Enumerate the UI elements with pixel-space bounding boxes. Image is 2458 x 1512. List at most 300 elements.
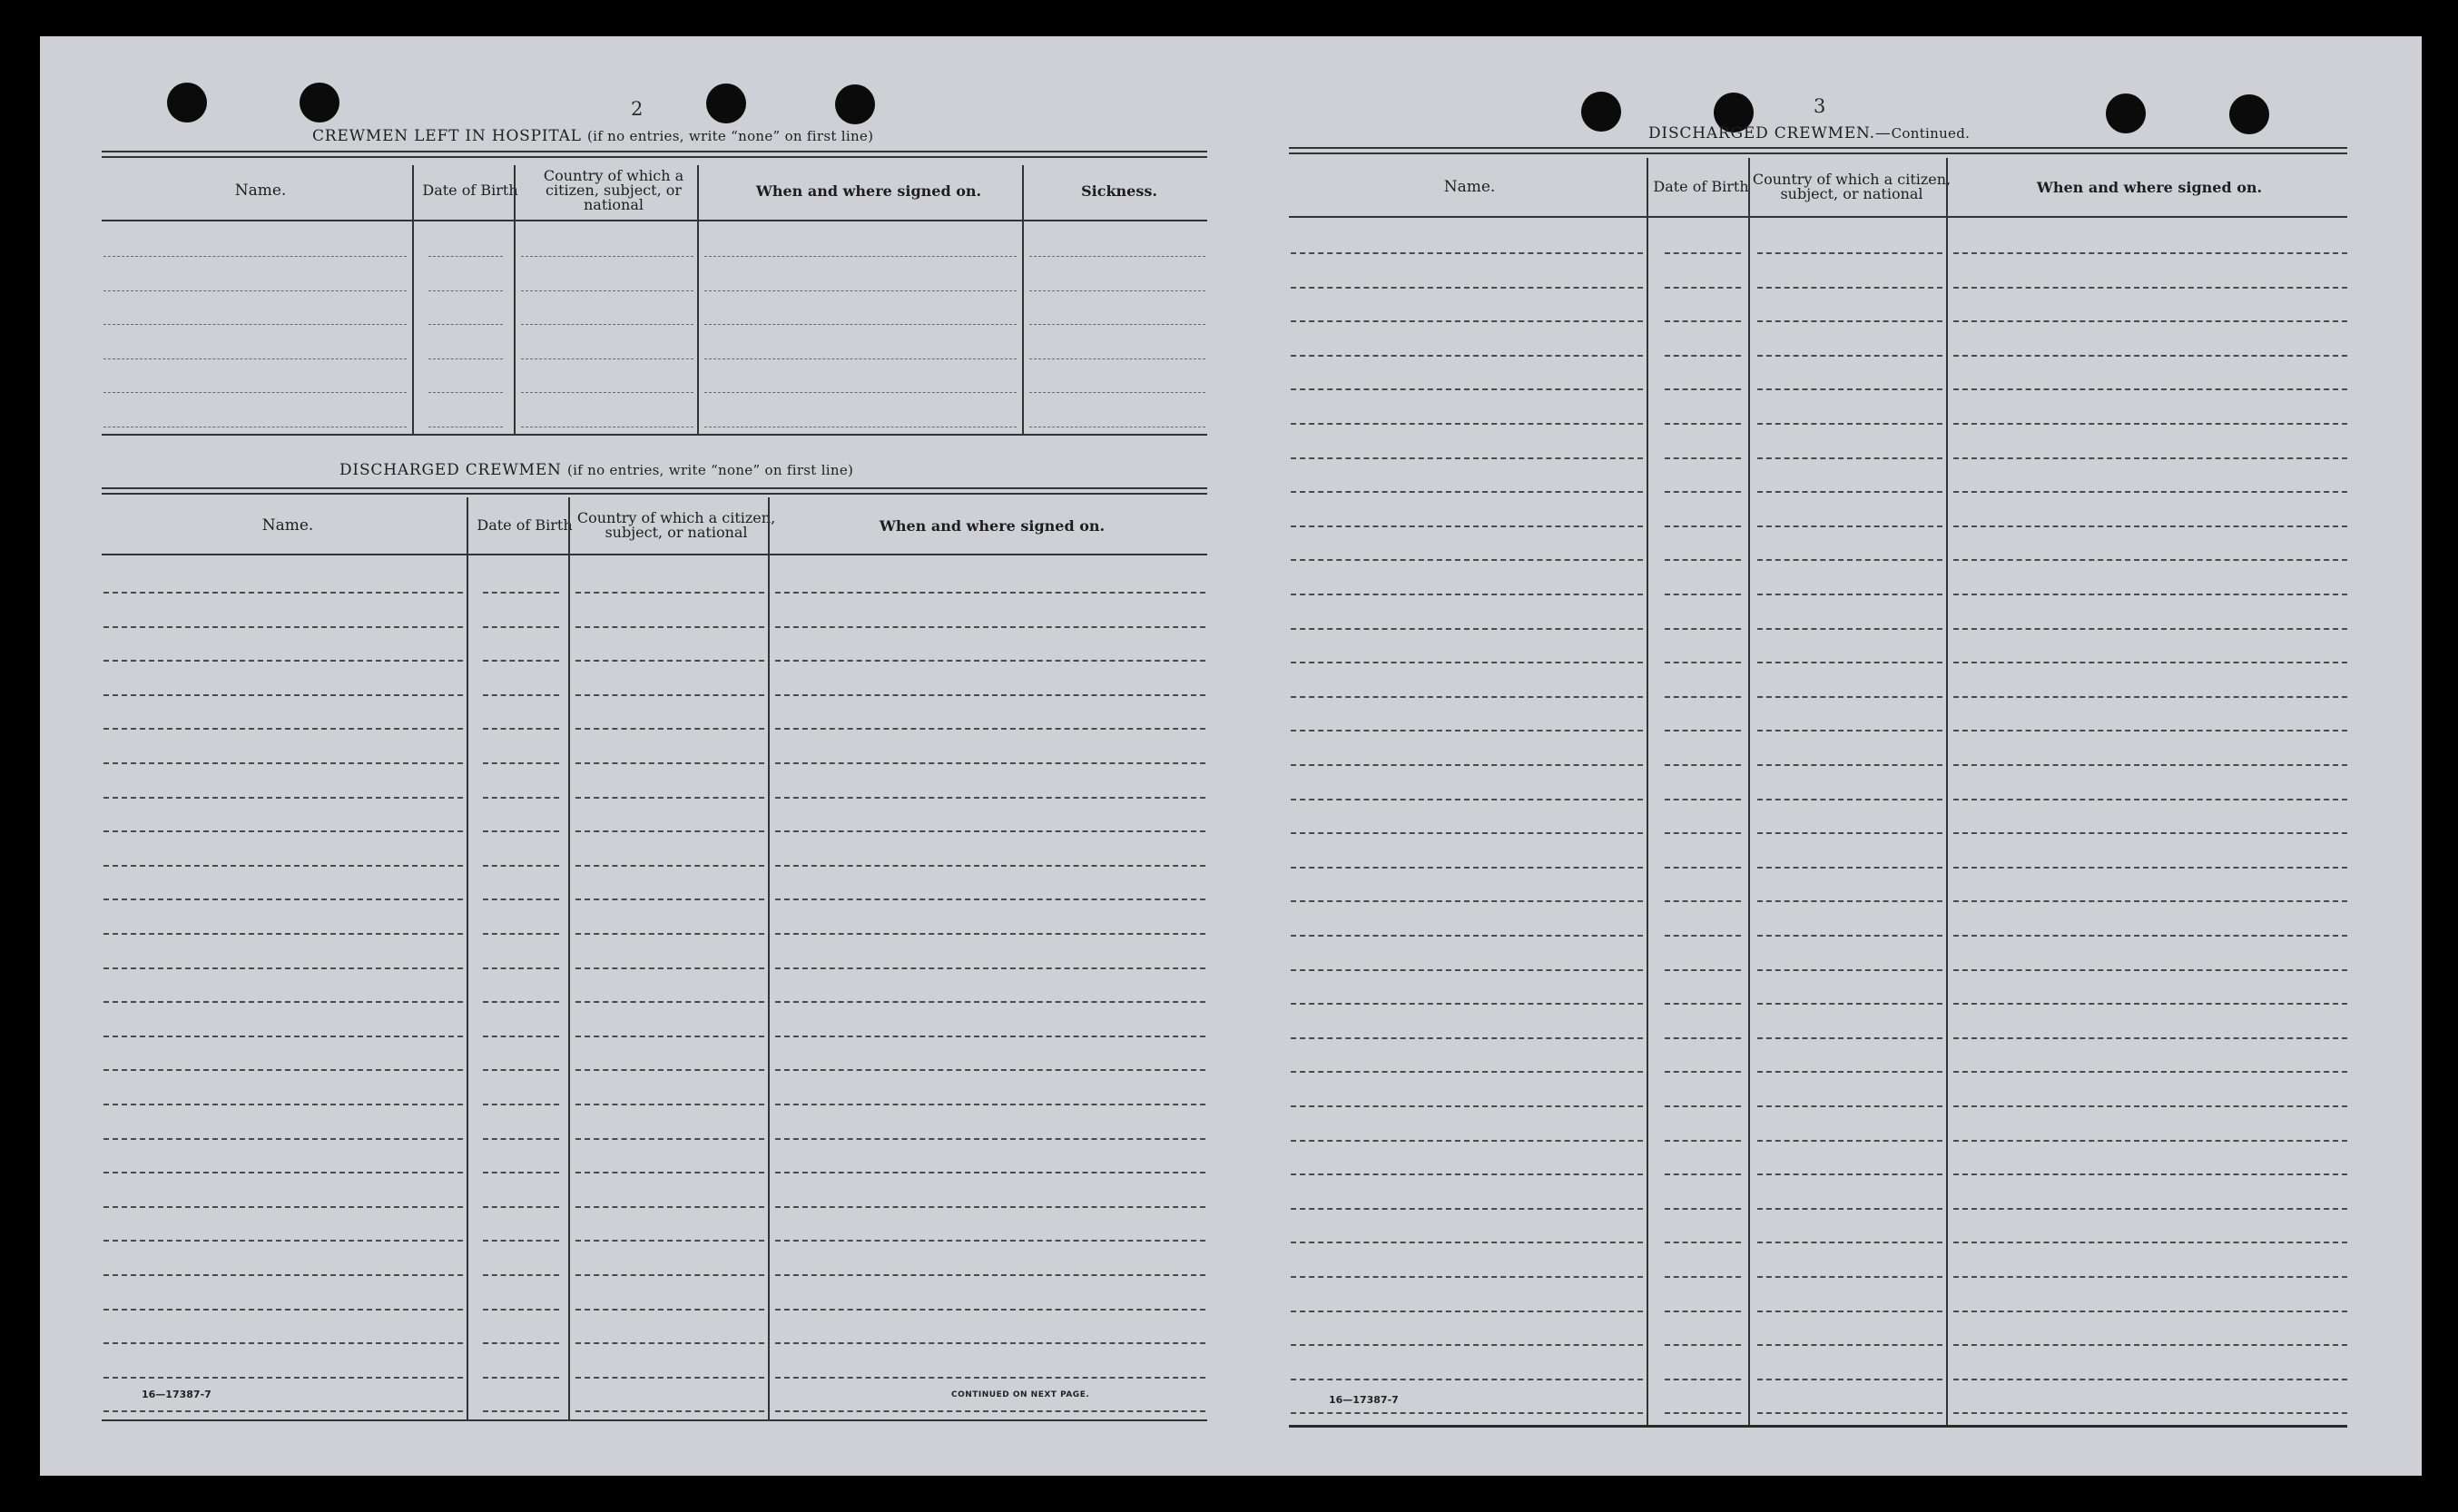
entry-line [1757,559,1942,561]
entry-line [483,626,559,628]
entry-line [1665,799,1741,800]
entry-line [103,592,463,594]
entry-line [483,1069,559,1071]
entry-line [1665,1208,1741,1210]
entry-line [775,1104,1205,1105]
entry-line [1665,935,1741,937]
entry-line [1291,287,1643,289]
entry-line [428,256,503,257]
punch-hole [300,83,339,123]
continued-col-name: Name. [1443,177,1496,196]
entry-line [1757,1173,1942,1175]
entry-line [575,1138,764,1140]
entry-line [575,694,764,696]
entry-line [103,1172,463,1173]
entry-line [1757,1105,1942,1107]
entry-line [1665,662,1741,663]
entry-line [1953,867,2347,869]
entry-line [1291,252,1643,254]
entry-line [103,1410,463,1412]
entry-line [103,1240,463,1242]
entry-line [1757,287,1942,289]
entry-line [1029,324,1205,325]
entry-line [1953,969,2347,971]
entry-line [1291,764,1643,766]
entry-line [1953,1344,2347,1346]
entry-line [1953,1208,2347,1210]
entry-line [775,967,1205,969]
entry-line [1665,594,1741,595]
entry-line [1953,525,2347,527]
form-number: 16—17387-7 [142,1389,211,1400]
entry-line [775,933,1205,935]
entry-line [1953,1276,2347,1278]
entry-line [1291,1037,1643,1039]
entry-line [775,898,1205,900]
discharged-title-text: DISCHARGED CREWMEN [339,461,562,479]
entry-line [775,797,1205,799]
hospital-col-sickness: Sickness. [1081,182,1157,200]
entry-line [483,660,559,662]
entry-line [1665,355,1741,357]
entry-line [103,933,463,935]
entry-line [1757,1242,1942,1243]
entry-line [1291,355,1643,357]
hospital-section-title [312,127,873,145]
entry-line [775,1172,1205,1173]
entry-line [1953,799,2347,800]
entry-line [521,256,693,257]
entry-line [1953,628,2347,630]
entry-line [483,1377,559,1379]
continued-section-title [1648,124,1970,142]
entry-line [1291,594,1643,595]
entry-line [428,358,503,359]
entry-line [575,967,764,969]
entry-line [483,1001,559,1003]
entry-line [575,1240,764,1242]
entry-line [775,1138,1205,1140]
entry-line [575,933,764,935]
entry-line [1291,832,1643,834]
entry-line [1665,287,1741,289]
entry-line [1291,1311,1643,1312]
entry-line [428,392,503,393]
continued-col-divider [1748,158,1750,1427]
entry-line [1953,1037,2347,1039]
entry-line [1291,1344,1643,1346]
entry-line [1757,662,1942,663]
entry-line [775,1206,1205,1208]
entry-line [1953,1003,2347,1005]
entry-line [1953,764,2347,766]
entry-line [1757,799,1942,800]
entry-line [1953,355,2347,357]
discharged-bottom-rule [102,1419,1207,1421]
entry-line [1953,388,2347,390]
hospital-title-text: CREWMEN LEFT IN HOSPITAL [312,127,582,145]
entry-line [575,728,764,730]
entry-line [103,1069,463,1071]
entry-line [483,797,559,799]
discharged-instruction: (if no entries, write “none” on first line) [566,462,854,478]
entry-line [103,694,463,696]
entry-line [1757,1344,1942,1346]
entry-line [1953,491,2347,493]
entry-line [103,324,407,325]
continued-col-country: Country of which a citizen, subject, or national [1752,171,1952,202]
entry-line [575,626,764,628]
entry-line [1757,1037,1942,1039]
entry-line [575,830,764,832]
entry-line [103,1309,463,1311]
entry-line [1291,628,1643,630]
hospital-header-rule [102,220,1207,221]
entry-line [575,1377,764,1379]
entry-line [103,1138,463,1140]
entry-line [775,1240,1205,1242]
entry-line [103,762,463,764]
hospital-top-rule [102,151,1207,152]
entry-line [1665,1037,1741,1039]
continued-top-rule [1289,147,2347,149]
entry-line [1757,1140,1942,1142]
discharged-header-rule [102,554,1207,555]
entry-line [1953,935,2347,937]
entry-line [1757,764,1942,766]
entry-line [1665,1311,1741,1312]
entry-line [1291,491,1643,493]
entry-line [521,290,693,291]
entry-line [1757,491,1942,493]
entry-line [1665,457,1741,459]
entry-line [775,592,1205,594]
entry-line [1665,491,1741,493]
punch-hole [835,84,875,124]
continued-top-rule [1289,152,2347,154]
entry-line [103,1001,463,1003]
entry-line [483,933,559,935]
entry-line [1291,1276,1643,1278]
entry-line [575,1001,764,1003]
form-number: 16—17387-7 [1329,1394,1399,1406]
entry-line [103,1206,463,1208]
entry-line [775,1342,1205,1344]
entry-line [1291,1140,1643,1142]
entry-line [483,830,559,832]
entry-line [103,358,407,359]
entry-line [521,324,693,325]
entry-line [483,1342,559,1344]
entry-line [1953,1071,2347,1073]
continued-title-text: DISCHARGED CREWMEN.— [1648,124,1892,142]
entry-line [575,1036,764,1037]
entry-line [704,358,1017,359]
entry-line [1953,1412,2347,1414]
entry-line [103,865,463,867]
entry-line [1665,1344,1741,1346]
entry-line [483,1240,559,1242]
entry-line [1953,594,2347,595]
hospital-col-name: Name. [234,181,287,200]
entry-line [1291,525,1643,527]
entry-line [704,392,1017,393]
entry-line [1953,1242,2347,1243]
entry-line [1665,1105,1741,1107]
entry-line [1291,423,1643,425]
entry-line [1665,764,1741,766]
entry-line [1757,696,1942,698]
entry-line [103,967,463,969]
entry-line [575,762,764,764]
entry-line [1953,423,2347,425]
entry-line [575,1172,764,1173]
discharged-top-rule [102,493,1207,495]
hospital-col-divider [514,165,516,436]
entry-line [1757,1379,1942,1380]
entry-line [483,1172,559,1173]
entry-line [1757,1071,1942,1073]
entry-line [775,694,1205,696]
entry-line [1665,1003,1741,1005]
entry-line [1291,900,1643,902]
entry-line [1953,696,2347,698]
entry-line [103,290,407,291]
entry-line [1665,525,1741,527]
entry-line [483,1410,559,1412]
entry-line [103,1104,463,1105]
entry-line [1757,730,1942,731]
entry-line [575,592,764,594]
entry-line [1665,1412,1741,1414]
continued-col-signed-on: When and where signed on. [2036,178,2263,196]
entry-line [103,1342,463,1344]
entry-line [775,1309,1205,1311]
entry-line [1757,832,1942,834]
hospital-instruction: (if no entries, write “none” on first line) [586,128,874,144]
entry-line [1291,1003,1643,1005]
entry-line [1665,1276,1741,1278]
punch-hole [2106,93,2146,133]
entry-line [103,1274,463,1276]
entry-line [775,1036,1205,1037]
entry-line [1665,867,1741,869]
discharged-top-rule [102,487,1207,489]
entry-line [483,694,559,696]
entry-line [775,728,1205,730]
entry-line [1291,1173,1643,1175]
entry-line [575,1206,764,1208]
entry-line [1757,900,1942,902]
entry-line [1291,1412,1643,1414]
discharged-col-signed-on: When and where signed on. [879,516,1106,535]
entry-line [575,1274,764,1276]
entry-line [1953,900,2347,902]
entry-line [1665,1379,1741,1380]
entry-line [1291,1071,1643,1073]
entry-line [1029,358,1205,359]
entry-line [103,830,463,832]
entry-line [1665,1173,1741,1175]
entry-line [1953,1173,2347,1175]
entry-line [1665,320,1741,322]
entry-line [575,1069,764,1071]
entry-line [1953,832,2347,834]
continued-title-suffix: Continued. [1891,125,1971,142]
punch-hole [1581,92,1621,132]
entry-line [1953,1140,2347,1142]
hospital-col-divider [697,165,699,436]
entry-line [1291,935,1643,937]
entry-line [1953,662,2347,663]
entry-line [775,1001,1205,1003]
entry-line [1757,252,1942,254]
continued-bottom-rule [1289,1425,2347,1428]
entry-line [1757,388,1942,390]
entry-line [1953,320,2347,322]
entry-line [1757,969,1942,971]
entry-line [1665,628,1741,630]
entry-line [1291,799,1643,800]
entry-line [103,256,407,257]
entry-line [704,324,1017,325]
entry-line [1953,1379,2347,1380]
entry-line [1757,457,1942,459]
entry-line [1291,320,1643,322]
discharged-col-divider [467,497,468,1421]
hospital-col-divider [412,165,414,436]
entry-line [483,1206,559,1208]
entry-line [103,898,463,900]
entry-line [1757,525,1942,527]
entry-line [1757,935,1942,937]
entry-line [1757,867,1942,869]
entry-line [1757,320,1942,322]
punch-hole [2229,94,2269,134]
entry-line [103,626,463,628]
hospital-top-rule [102,156,1207,158]
entry-line [1757,423,1942,425]
entry-line [575,1410,764,1412]
entry-line [1757,628,1942,630]
entry-line [575,797,764,799]
entry-line [1291,559,1643,561]
entry-line [1757,594,1942,595]
entry-line [775,1410,1205,1412]
entry-line [483,1036,559,1037]
entry-line [428,290,503,291]
hospital-col-signed-on: When and where signed on. [755,182,982,200]
entry-line [1665,1242,1741,1243]
entry-line [103,1377,463,1379]
entry-line [1665,832,1741,834]
entry-line [1757,1311,1942,1312]
entry-line [1291,696,1643,698]
entry-line [1665,696,1741,698]
entry-line [1757,1208,1942,1210]
entry-line [1291,867,1643,869]
entry-line [775,830,1205,832]
page-number: 3 [1814,95,1826,117]
entry-line [1953,730,2347,731]
entry-line [483,1138,559,1140]
entry-line [103,392,407,393]
entry-line [775,626,1205,628]
entry-line [428,324,503,325]
entry-line [1665,900,1741,902]
continued-col-dob: Date of Birth [1653,178,1749,195]
entry-line [1953,1105,2347,1107]
entry-line [1665,1071,1741,1073]
entry-line [1665,969,1741,971]
entry-line [1953,252,2347,254]
entry-line [1665,1140,1741,1142]
form-sheet [40,36,2422,1476]
entry-line [704,256,1017,257]
entry-line [1757,355,1942,357]
entry-line [1757,1003,1942,1005]
entry-line [1291,457,1643,459]
hospital-bottom-rule [102,434,1207,436]
entry-line [775,1069,1205,1071]
entry-line [1029,290,1205,291]
entry-line [483,1274,559,1276]
entry-line [1953,457,2347,459]
entry-line [1757,1276,1942,1278]
hospital-col-dob: Date of Birth [422,182,518,199]
entry-line [575,1342,764,1344]
entry-line [1953,559,2347,561]
entry-line [775,865,1205,867]
discharged-col-country: Country of which a citizen, subject, or national [576,509,776,541]
discharged-col-divider [568,497,570,1421]
entry-line [1029,392,1205,393]
entry-line [1665,252,1741,254]
entry-line [1291,1208,1643,1210]
entry-line [1757,1412,1942,1414]
entry-line [483,1309,559,1311]
continued-note: CONTINUED ON NEXT PAGE. [951,1390,1090,1399]
entry-line [1665,559,1741,561]
discharged-col-dob: Date of Birth [477,516,573,534]
page-number: 2 [631,98,644,120]
punch-hole [706,83,746,123]
entry-line [483,967,559,969]
entry-line [521,358,693,359]
discharged-col-name: Name. [261,515,314,535]
continued-col-divider [1946,158,1948,1427]
entry-line [1291,1105,1643,1107]
entry-line [483,1104,559,1105]
entry-line [775,762,1205,764]
entry-line [1665,388,1741,390]
entry-line [575,865,764,867]
continued-col-divider [1647,158,1648,1427]
entry-line [1291,1242,1643,1243]
entry-line [1291,662,1643,663]
entry-line [575,898,764,900]
entry-line [1029,256,1205,257]
entry-line [483,762,559,764]
entry-line [483,865,559,867]
entry-line [1665,730,1741,731]
entry-line [103,797,463,799]
entry-line [521,392,693,393]
entry-line [575,1309,764,1311]
entry-line [575,660,764,662]
punch-hole [167,83,207,123]
entry-line [775,660,1205,662]
